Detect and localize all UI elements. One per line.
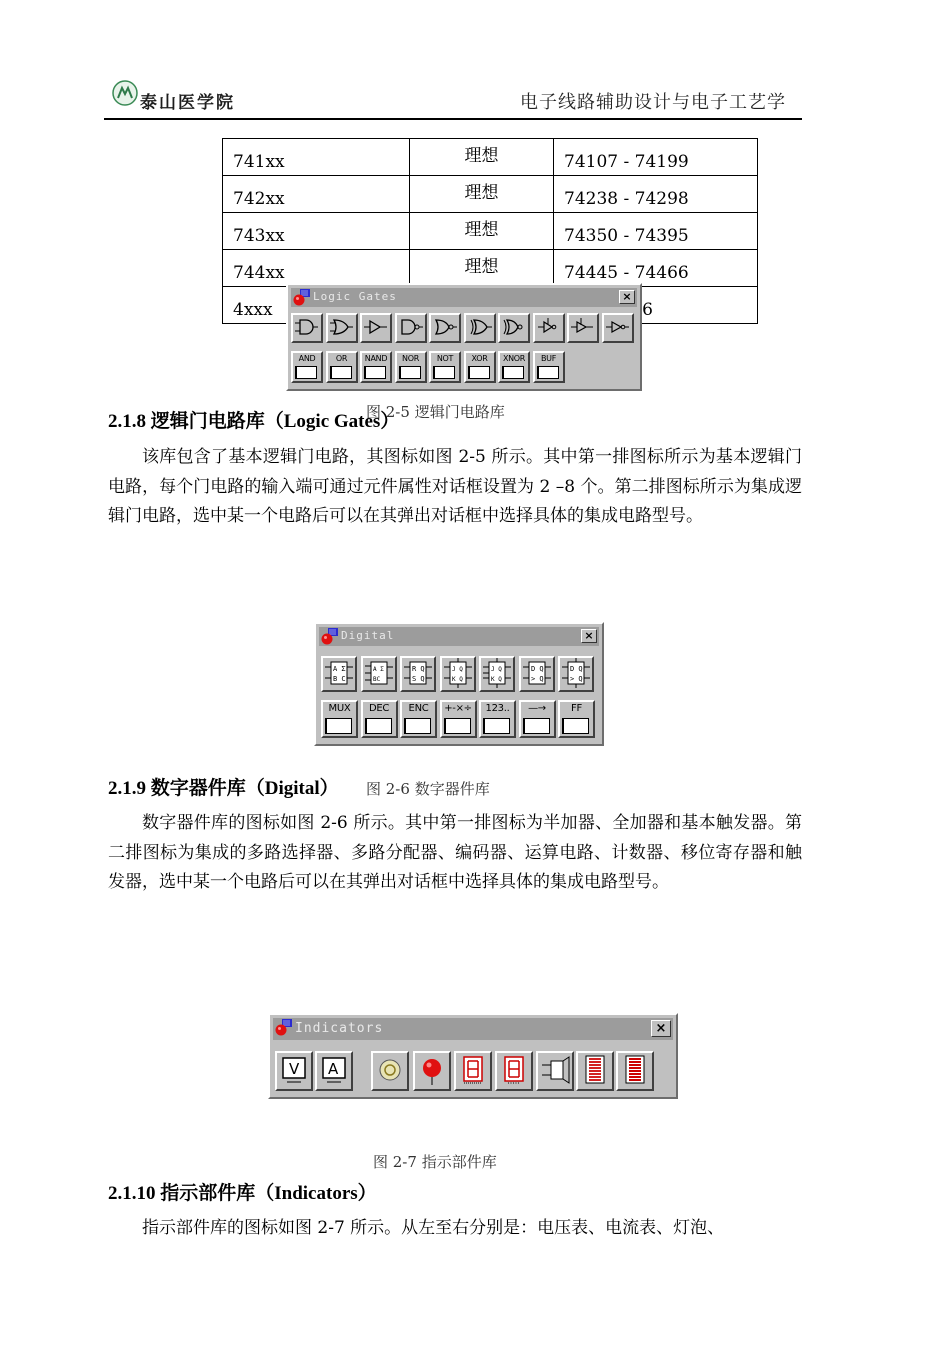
xor-gate-icon (466, 315, 494, 341)
button-label: FF (571, 703, 582, 714)
buffer-gate-icon (362, 315, 390, 341)
digital-device-button[interactable] (361, 656, 397, 692)
section-paragraph: 数字器件库的图标如图 2-6 所示。其中第一排图标为半加器、全加器和基本触发器。第二排图标为集成的多路选择器、多路分配器、编码器、运算电路、计数器、移位寄存器和触发器，选中某一个电路后可以在其弹出对话框中选择具体的集成电路型号。 (108, 813, 802, 892)
integrated-gate-button[interactable] (464, 351, 496, 383)
table-cell: 74107 - 74199 (554, 139, 758, 176)
chip-icon (502, 366, 524, 379)
digital-device-button[interactable] (400, 656, 436, 692)
table-cell: 742xx (223, 176, 410, 213)
table-cell: 理想 (410, 176, 554, 213)
chip-icon (404, 718, 431, 734)
digital-device-button[interactable] (440, 656, 476, 692)
svg-text:B C: B C (333, 675, 346, 683)
chip-icon (444, 718, 471, 734)
ammeter-icon (317, 1053, 351, 1089)
chip-icon (364, 366, 386, 379)
table-cell: 744xx (223, 250, 410, 287)
table-cell: 74350 - 74395 (554, 213, 758, 250)
chip-icon (468, 366, 490, 379)
figure-caption: 图 2-6 数字器件库 (366, 780, 490, 798)
button-label: AND (298, 354, 316, 363)
voltmeter-icon (277, 1053, 311, 1089)
svg-text:BC: BC (372, 676, 380, 683)
indicator-button[interactable] (454, 1051, 492, 1091)
figure-caption: 图 2-7 指示部件库 (373, 1153, 497, 1171)
indicator-button[interactable] (275, 1051, 313, 1091)
logic-gates-toolbar (286, 283, 642, 391)
tristate-inverter-icon (604, 315, 632, 341)
integrated-digital-button[interactable] (440, 700, 477, 738)
buzzer-icon (538, 1053, 572, 1089)
table-cell: 741xx (223, 139, 410, 176)
svg-text:> Q: > Q (530, 675, 544, 683)
button-label: 123.. (485, 703, 510, 714)
close-button[interactable]: × (651, 1020, 671, 1037)
integrated-digital-button[interactable] (400, 700, 437, 738)
integrated-digital-button[interactable] (479, 700, 516, 738)
decoded-bargraph-icon (618, 1053, 652, 1089)
button-label: NAND (364, 354, 388, 363)
section-paragraph: 指示部件库的图标如图 2-7 所示。从左至右分别是：电压表、电流表、灯泡、 (142, 1218, 725, 1238)
integrated-gate-button[interactable] (360, 351, 392, 383)
bargraph-icon (578, 1053, 612, 1089)
seven-segment-display-icon (456, 1053, 490, 1089)
toolbar-title: Digital (341, 629, 395, 642)
logic-gate-button[interactable] (498, 313, 530, 343)
button-label: NOR (402, 354, 419, 363)
svg-text:A Σ: A Σ (372, 666, 384, 673)
svg-text:J Q: J Q (451, 666, 463, 673)
chip-icon (537, 366, 559, 379)
integrated-digital-button[interactable] (519, 700, 556, 738)
integrated-gate-button[interactable] (533, 351, 565, 383)
full-adder-icon (363, 658, 395, 690)
svg-text:K Q: K Q (451, 676, 463, 683)
svg-text:D Q: D Q (570, 665, 583, 673)
table-row (223, 139, 758, 176)
svg-text:S Q: S Q (412, 675, 425, 683)
decoded-seven-segment-icon (497, 1053, 531, 1089)
button-label: XOR (471, 354, 488, 363)
chip-icon (433, 366, 455, 379)
half-adder-icon (323, 658, 355, 690)
chip-icon (399, 366, 421, 379)
indicators-toolbar (268, 1013, 678, 1099)
button-label: XNOR (502, 354, 526, 363)
chip-icon (330, 366, 352, 379)
table-cell: 理想 (410, 139, 554, 176)
chip-icon (483, 718, 510, 734)
indicator-button[interactable] (576, 1051, 614, 1091)
logic-gate-button[interactable] (533, 313, 565, 343)
chip-icon (365, 718, 392, 734)
document-title: 电子线路辅助设计与电子工艺学 (520, 92, 786, 113)
logic-gate-button[interactable] (602, 313, 634, 343)
digital-device-button[interactable] (479, 656, 515, 692)
section-heading: 2.1.10 指示部件库（Indicators） (108, 1183, 377, 1204)
table-cell: 74238 - 74298 (554, 176, 758, 213)
rs-flipflop-icon (402, 658, 434, 690)
logic-gate-button[interactable] (326, 313, 358, 343)
probe-led-icon (415, 1053, 449, 1089)
logic-gate-button[interactable] (395, 313, 427, 343)
tristate-buffer-icon (569, 315, 597, 341)
digital-device-button[interactable] (519, 656, 555, 692)
close-button[interactable]: × (581, 629, 597, 643)
table-cell: 743xx (223, 213, 410, 250)
button-label: +-×÷ (444, 703, 472, 714)
button-label: NOT (436, 354, 454, 363)
integrated-digital-button[interactable] (361, 700, 398, 738)
button-label: BUF (540, 354, 557, 363)
or-gate-icon (328, 315, 356, 341)
button-label: —→ (528, 703, 546, 714)
svg-text:D Q: D Q (530, 665, 544, 673)
indicator-button[interactable] (413, 1051, 451, 1091)
indicator-button[interactable] (371, 1051, 409, 1091)
logic-gate-button[interactable] (360, 313, 392, 343)
jk-flipflop-icon (442, 658, 474, 690)
svg-text:J Q: J Q (491, 666, 502, 673)
integrated-digital-button[interactable] (558, 700, 595, 738)
integrated-gate-button[interactable] (291, 351, 323, 383)
toolbar-titlebar[interactable] (273, 1018, 673, 1040)
integrated-gate-button[interactable] (395, 351, 427, 383)
integrated-gate-button[interactable] (429, 351, 461, 383)
section-heading: 2.1.9 数字器件库（Digital） (108, 778, 339, 799)
button-label: DEC (368, 703, 390, 714)
bulb-icon (373, 1053, 407, 1089)
logic-gate-button[interactable] (567, 313, 599, 343)
indicator-button[interactable] (495, 1051, 533, 1091)
indicator-button[interactable] (315, 1051, 353, 1091)
table-cell: 理想 (410, 213, 554, 250)
chip-icon (325, 718, 352, 734)
d-flipflop-icon (521, 658, 553, 690)
button-label: ENC (408, 703, 429, 714)
toolbar-titlebar[interactable] (319, 627, 599, 646)
figure-caption: 图 2-5 逻辑门电路库 (366, 403, 505, 421)
section-paragraph: 该库包含了基本逻辑门电路，其图标如图 2-5 所示。其中第一排图标所示为基本逻辑门电路，每个门电路的输入端可通过元件属性对话框设置为 2 –8 个。第二排图标所示为集成逻辑门电路，选中某一个电路后可以在其弹出对话框中选择具体的集成电路型号。 (108, 447, 802, 526)
svg-text:R Q: R Q (412, 665, 425, 673)
svg-text:A: A (328, 1060, 339, 1078)
chip-icon (523, 718, 550, 734)
toolbar-titlebar[interactable] (291, 288, 637, 307)
integrated-gate-button[interactable] (498, 351, 530, 383)
close-button[interactable]: × (619, 290, 635, 304)
section-heading: 2.1.8 逻辑门电路库（Logic Gates） (108, 411, 400, 432)
table-cell: 6 (554, 287, 758, 324)
jk-flipflop-preset-icon (481, 658, 513, 690)
indicator-button[interactable] (536, 1051, 574, 1091)
app-icon (321, 628, 338, 645)
toolbar-title: Indicators (295, 1021, 384, 1036)
table-row (223, 213, 758, 250)
indicator-button[interactable] (616, 1051, 654, 1091)
integrated-gate-button[interactable] (326, 351, 358, 383)
header-rule (104, 118, 802, 120)
integrated-digital-button[interactable] (321, 700, 358, 738)
digital-toolbar (314, 622, 604, 746)
toolbar-title: Logic Gates (313, 290, 397, 303)
logic-gate-button[interactable] (291, 313, 323, 343)
chip-icon (295, 366, 317, 379)
not-gate-icon (535, 315, 563, 341)
table-row (223, 250, 758, 287)
chip-icon (562, 718, 589, 734)
table-cell: 理想 (410, 250, 554, 287)
logic-gate-button[interactable] (464, 313, 496, 343)
table-cell: 74445 - 74466 (554, 250, 758, 287)
nand-gate-icon (397, 315, 425, 341)
table-cell: 4xxx (223, 287, 410, 324)
logic-gate-button[interactable] (429, 313, 461, 343)
svg-text:> Q: > Q (570, 675, 583, 683)
xnor-gate-icon (500, 315, 528, 341)
app-icon (293, 289, 310, 306)
button-label: OR (335, 354, 348, 363)
svg-text:V: V (289, 1060, 300, 1078)
d-flipflop-preset-icon (560, 658, 592, 690)
svg-text:A Σ: A Σ (333, 665, 346, 673)
table-row (223, 176, 758, 213)
and-gate-icon (293, 315, 321, 341)
svg-text:K Q: K Q (491, 676, 502, 683)
school-name: 泰山医学院 (140, 93, 235, 113)
button-label: MUX (328, 703, 351, 714)
digital-device-button[interactable] (321, 656, 357, 692)
digital-device-button[interactable] (558, 656, 594, 692)
app-icon (275, 1019, 292, 1036)
school-logo-icon (112, 80, 138, 106)
nor-gate-icon (431, 315, 459, 341)
